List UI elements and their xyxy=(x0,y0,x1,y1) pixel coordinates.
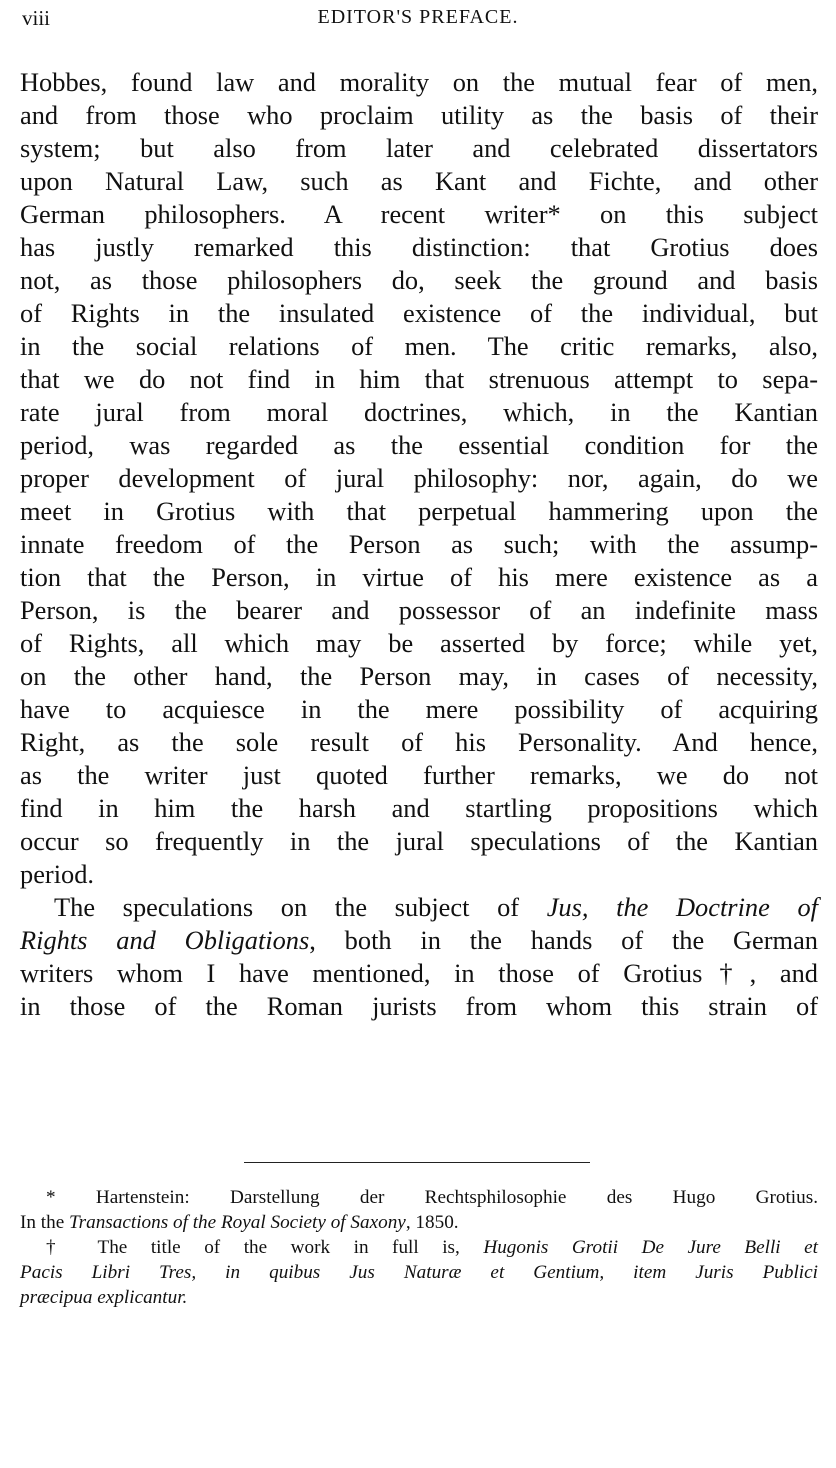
text-line: that we do not find in him that strenuous attempt to sepa- xyxy=(20,364,818,394)
text-line: period. xyxy=(20,859,95,889)
paragraph-continued xyxy=(20,66,818,891)
text-line: in those of the Roman jurists from whom this strain of xyxy=(20,991,818,1021)
text-line: occur so frequently in the jural speculations of the Kantian xyxy=(20,826,818,856)
text-line: upon Natural Law, such as Kant and Fichte, and other xyxy=(20,166,818,196)
text-line: proper development of jural philosophy: nor, again, do we xyxy=(20,463,818,493)
text-run: † The title of the work in full is, xyxy=(46,1237,484,1258)
text-line xyxy=(20,924,818,957)
text-line: as the writer just quoted further remarks, we do not xyxy=(20,760,818,790)
italic-run: Rights and Obligations xyxy=(20,925,310,955)
footnote-line xyxy=(20,1210,818,1235)
text-line: period, was regarded as the essential condition for the xyxy=(20,430,818,460)
text-run: In the xyxy=(20,1212,70,1233)
text-line: Right, as the sole result of his Personality. And hence, xyxy=(20,727,818,757)
text-line: Person, is the bearer and possessor of an indefinite mass xyxy=(20,595,818,625)
text-line: on the other hand, the Person may, in cases of necessity, xyxy=(20,661,818,691)
paragraph xyxy=(20,891,818,1023)
footnote-line: Pacis Libri Tres, in quibus Jus Naturæ et Gentium, item Juris Publici xyxy=(20,1262,818,1283)
page-number: viii xyxy=(22,6,51,30)
text-line: of Rights, all which may be asserted by force; while yet, xyxy=(20,628,818,658)
footnote-line: * Hartenstein: Darstellung der Rechtsphilosophie des Hugo Grotius. xyxy=(46,1187,818,1208)
text-line: meet in Grotius with that perpetual hammering upon the xyxy=(20,496,818,526)
text-run: The speculations on the subject of xyxy=(54,892,547,922)
text-line: German philosophers. A recent writer* on this subject xyxy=(20,199,818,229)
italic-run: Jus, the Doctrine of xyxy=(546,892,818,922)
text-line xyxy=(20,891,818,924)
running-title: EDITOR'S PREFACE. xyxy=(317,6,519,28)
text-line: and from those who proclaim utility as the basis of their xyxy=(20,100,818,130)
text-line: find in him the harsh and startling propositions which xyxy=(20,793,818,823)
footnote-line xyxy=(20,1235,818,1260)
text-line: not, as those philosophers do, seek the ground and basis xyxy=(20,265,818,295)
text-line: has justly remarked this distinction: that Grotius does xyxy=(20,232,818,262)
text-line: writers whom I have mentioned, in those of Grotius†, and xyxy=(20,958,818,988)
text-line: in the social relations of men. The critic remarks, also, xyxy=(20,331,818,361)
text-run: , 1850. xyxy=(405,1212,459,1233)
running-header xyxy=(22,6,814,42)
footnotes xyxy=(20,1185,818,1310)
text-line: rate jural from moral doctrines, which, in the Kantian xyxy=(20,397,818,427)
text-line: tion that the Person, in virtue of his mere existence as a xyxy=(20,562,818,592)
text-line: Hobbes, found law and morality on the mutual fear of men, xyxy=(20,67,818,97)
text-line: of Rights in the insulated existence of the individual, but xyxy=(20,298,818,328)
text-line: innate freedom of the Person as such; with the assump- xyxy=(20,529,818,559)
footnote-divider xyxy=(244,1162,590,1163)
italic-run: Transactions of the Royal Society of Saxony xyxy=(69,1212,406,1233)
body-text xyxy=(20,66,818,1023)
text-line: system; but also from later and celebrated dissertators xyxy=(20,133,818,163)
text-line: have to acquiesce in the mere possibility of acquiring xyxy=(20,694,818,724)
text-run: , both in the hands of the German xyxy=(309,925,818,955)
italic-run: Hugonis Grotii De Jure Belli et xyxy=(483,1237,818,1258)
footnote-line: præcipua explicantur. xyxy=(20,1287,188,1308)
